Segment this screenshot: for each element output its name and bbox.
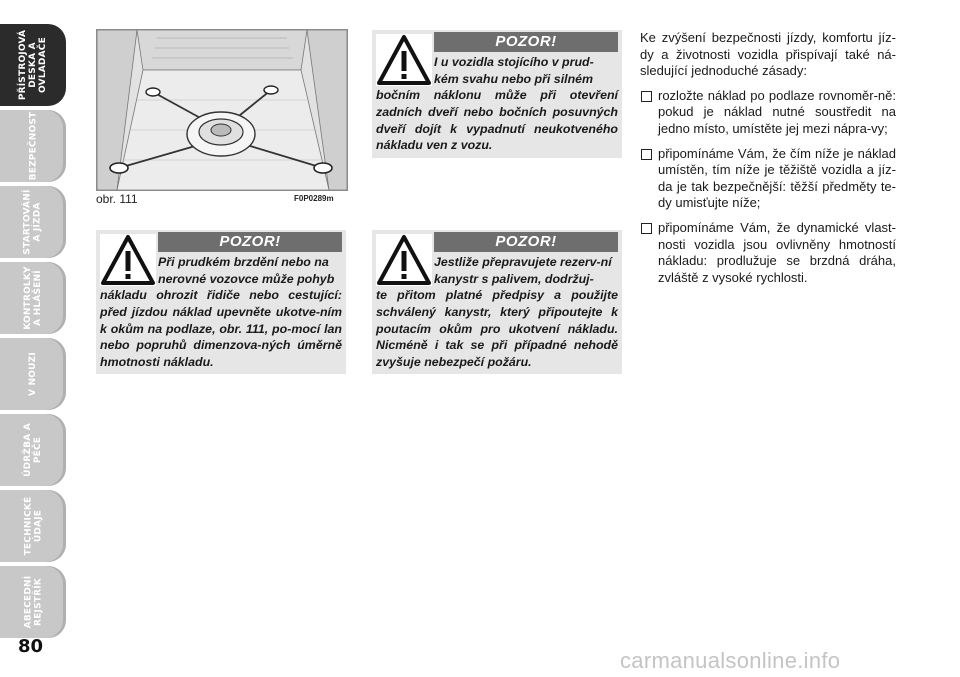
warning-text: te přitom platné předpisy a použijte schválený kanystr, který připoutejte k poutacím okům pro ukotvení nákladu. Nicméně i tak se při případné nehodě zvyšuje nebezpečí požáru. xyxy=(376,288,618,370)
warning-title: POZOR! xyxy=(434,232,618,252)
safety-tips-column xyxy=(640,30,896,286)
list-item-text: připomínáme Vám, že čím níže je náklad umístěn, tím níže je těžiště vozidla a jíz-da je tak bezpečnější: těžší předměty te-dy umisťujte níže; xyxy=(658,145,896,211)
cargo-floor-illustration xyxy=(97,30,347,190)
tab-udrzba[interactable] xyxy=(0,414,66,486)
warning-box xyxy=(372,30,622,158)
tab-kontrolky[interactable] xyxy=(0,262,66,334)
tab-label: PŘÍSTROJOVÁ DESKA A OVLADAČE xyxy=(18,29,49,101)
list-item xyxy=(640,146,896,212)
page-number: 80 xyxy=(18,636,44,657)
figure-caption: obr. 111 xyxy=(96,192,138,206)
warning-text-lead: Při prudkém brzdění nebo na nerovné vozovce může pohyb xyxy=(158,255,335,286)
watermark: carmanualsonline.info xyxy=(620,648,841,673)
tab-label: BEZPEČNOST xyxy=(28,111,38,181)
warning-triangle-icon xyxy=(376,234,432,286)
checkbox-bullet-icon xyxy=(641,223,652,234)
warning-triangle-icon xyxy=(376,34,432,86)
tab-technicke-udaje[interactable] xyxy=(0,490,66,562)
checkbox-bullet-icon xyxy=(641,91,652,102)
intro-paragraph: Ke zvýšení bezpečnosti jízdy, komfortu jíz-dy a životnosti vozidla přispívají také ná-sledující jednoduché zásady: xyxy=(640,30,896,79)
tab-label: STARTOVÁNÍ A JÍZDA xyxy=(22,189,43,255)
warning-box xyxy=(372,230,622,374)
warning-text-lead: Jestliže přepravujete rezerv-ní kanystr s palivem, dodržuj- xyxy=(434,255,612,286)
warning-box xyxy=(96,230,346,374)
tab-label: V NOUZI xyxy=(28,352,38,396)
warning-text: nákladu ohrozit řidiče nebo cestující: před jízdou náklad upevněte ukotve-ním k okům na podlaze, obr. 111, po-mocí lan nebo popruhů dimenzova-ných úměrně hmotnosti nákladu. xyxy=(100,288,342,370)
list-item xyxy=(640,88,896,138)
warning-triangle-icon xyxy=(100,234,156,286)
tab-startovani[interactable] xyxy=(0,186,66,258)
list-item xyxy=(640,220,896,286)
figure-code: F0P0289m xyxy=(294,194,334,203)
list-item-text: připomínáme Vám, že dynamické vlast-nosti vozidla jsou ovlivněny hmotností nákladu: prodlužuje se brzdná dráha, zvláště z vysoké rychlosti. xyxy=(658,219,896,285)
tab-bezpecnost[interactable] xyxy=(0,110,66,182)
warning-title: POZOR! xyxy=(434,32,618,52)
tab-label: KONTROLKY A HLÁŠENÍ xyxy=(23,266,43,330)
cargo-floor-figure xyxy=(96,29,348,191)
tab-label: ABECEDNÍ REJSTŘÍK xyxy=(23,575,43,629)
warning-text-lead: I u vozidla stojícího v prud-kém svahu nebo při silném xyxy=(434,55,594,86)
tab-v-nouzi[interactable] xyxy=(0,338,66,410)
tab-abecedni-rejstrik[interactable] xyxy=(0,566,66,638)
list-item-text: rozložte náklad po podlaze rovnoměr-ně: pokud je náklad nutné soustředit na jedno místo, umístěte jej mezi nápra-vy; xyxy=(658,87,896,136)
tab-pristrojova-deska[interactable] xyxy=(0,24,66,106)
warning-text: bočním náklonu může při otevření zadních dveří nebo bočních posuvných dveří dojít k vypadnutí neukotveného nákladu ven z vozu. xyxy=(376,88,618,153)
checkbox-bullet-icon xyxy=(641,149,652,160)
warning-title: POZOR! xyxy=(158,232,342,252)
tab-label: ÚDRŽBA A PÉČE xyxy=(22,423,43,477)
tab-label: TECHNICKÉ ÚDAJE xyxy=(23,496,43,556)
